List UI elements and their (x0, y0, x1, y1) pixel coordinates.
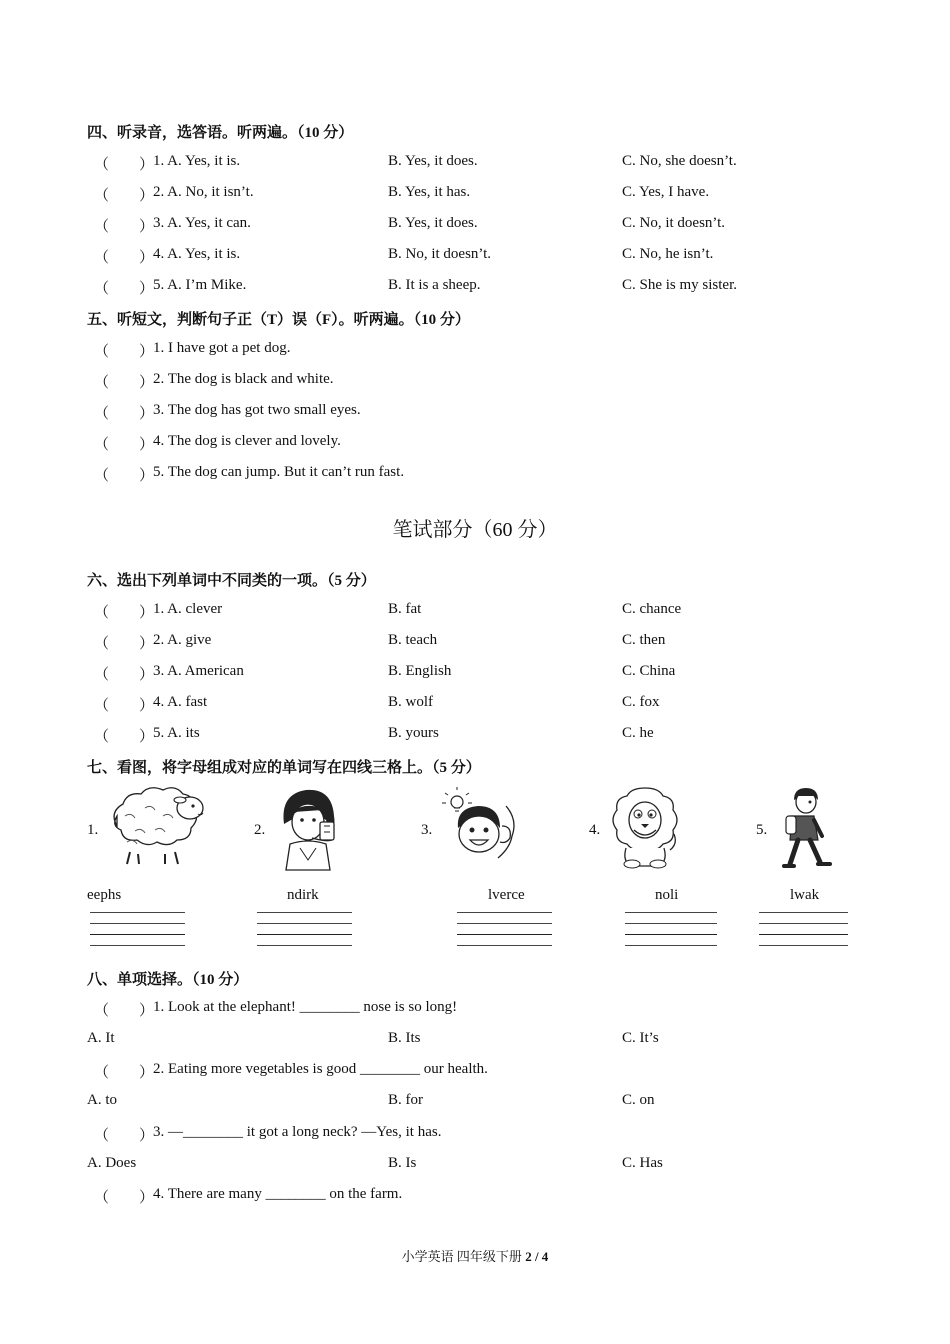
option-c: C. fox (622, 694, 660, 710)
answer-paren-open: （ (94, 1190, 110, 1206)
lion-picture (612, 786, 678, 870)
question-text: 1. Look at the elephant! ________ nose is so long! (153, 999, 458, 1015)
answer-paren-close: ） (139, 157, 155, 173)
part6-heading: 六、选出下列单词中不同类的一项。（5 分） (87, 573, 376, 589)
footer-subject: 小学英语 四年级下册 (401, 1249, 526, 1264)
page-number: 2 / 4 (525, 1249, 549, 1264)
option-c: C. No, he isn’t. (622, 246, 714, 262)
picture-number: 1. (87, 822, 99, 838)
picture-number: 2. (254, 822, 266, 838)
answer-paren-close: ） (139, 636, 155, 652)
answer-paren-open: （ (94, 250, 110, 266)
option-c: C. he (622, 725, 654, 741)
answer-paren-close: ） (139, 468, 155, 484)
writing-lines[interactable] (457, 912, 552, 956)
answer-paren-open: （ (94, 344, 110, 360)
answer-paren-close: ） (139, 729, 155, 745)
part7-heading: 七、看图，将字母组成对应的单词写在四线三格上。（5 分） (87, 760, 481, 776)
answer-paren-open: （ (94, 729, 110, 745)
statement-text: 5. The dog can jump. But it can’t run fast. (153, 464, 405, 480)
scrambled-word: lwak (790, 887, 820, 903)
answer-paren-close: ） (139, 344, 155, 360)
scrambled-word: eephs (87, 887, 122, 903)
picture-number: 3. (421, 822, 433, 838)
option-a: 5. A. its (153, 725, 200, 741)
answer-paren-close: ） (139, 406, 155, 422)
option-a: A. to (87, 1092, 117, 1108)
option-c: C. Yes, I have. (622, 184, 710, 200)
option-b: B. Yes, it does. (388, 215, 478, 231)
statement-text: 3. The dog has got two small eyes. (153, 402, 361, 418)
question-text: 1. A. Yes, it is. (153, 153, 241, 169)
written-section-title: 笔试部分（60 分） (392, 519, 558, 541)
option-b: B. yours (388, 725, 439, 741)
part4-heading: 四、听录音，选答语。听两遍。（10 分） (87, 125, 354, 141)
statement-text: 2. The dog is black and white. (153, 371, 334, 387)
part8-options (87, 1155, 663, 1172)
answer-paren-close: ） (139, 188, 155, 204)
page-footer (0, 1246, 950, 1265)
answer-paren-close: ） (139, 667, 155, 683)
statement-text: 4. The dog is clever and lovely. (153, 433, 341, 449)
option-c: C. Has (622, 1155, 663, 1171)
scrambled-word: lverce (488, 887, 525, 903)
option-a: A. Does (87, 1155, 137, 1171)
option-b: B. English (388, 663, 452, 679)
answer-paren-open: （ (94, 281, 110, 297)
question-text: 3. A. Yes, it can. (153, 215, 251, 231)
option-b: B. fat (388, 601, 422, 617)
sheep-picture (105, 786, 210, 866)
option-b: B. It is a sheep. (388, 277, 481, 293)
girl-drinking-picture (272, 786, 350, 872)
option-b: B. Its (388, 1030, 421, 1046)
picture-number: 5. (756, 822, 768, 838)
picture-number: 4. (589, 822, 601, 838)
part8-options (87, 1092, 655, 1109)
answer-paren-close: ） (139, 219, 155, 235)
option-c: C. China (622, 663, 676, 679)
option-b: B. teach (388, 632, 438, 648)
option-c: C. It’s (622, 1030, 659, 1046)
option-b: B. No, it doesn’t. (388, 246, 492, 262)
answer-paren-open: （ (94, 406, 110, 422)
walking-boy-picture (778, 786, 834, 872)
answer-paren-close: ） (139, 1190, 155, 1206)
option-a: A. It (87, 1030, 115, 1046)
writing-lines[interactable] (90, 912, 185, 956)
question-text: 3. —________ it got a long neck? —Yes, it has. (153, 1124, 442, 1140)
option-c: C. chance (622, 601, 682, 617)
answer-paren-open: （ (94, 375, 110, 391)
option-a: 3. A. American (153, 663, 244, 679)
option-c: C. She is my sister. (622, 277, 738, 293)
answer-paren-close: ） (139, 250, 155, 266)
option-c: C. No, she doesn’t. (622, 153, 737, 169)
option-b: B. Yes, it has. (388, 184, 471, 200)
writing-lines[interactable] (625, 912, 717, 956)
writing-lines[interactable] (257, 912, 352, 956)
answer-paren-open: （ (94, 605, 110, 621)
option-b: B. for (388, 1092, 423, 1108)
answer-paren-open: （ (94, 667, 110, 683)
answer-paren-open: （ (94, 468, 110, 484)
answer-paren-open: （ (94, 1065, 110, 1081)
question-text: 5. A. I’m Mike. (153, 277, 247, 293)
part8-options (87, 1030, 659, 1047)
clever-boy-picture (440, 786, 520, 866)
answer-paren-open: （ (94, 157, 110, 173)
statement-text: 1. I have got a pet dog. (153, 340, 291, 356)
answer-paren-close: ） (139, 281, 155, 297)
option-a: 1. A. clever (153, 601, 223, 617)
option-b: B. wolf (388, 694, 433, 710)
scrambled-word: noli (655, 887, 679, 903)
answer-paren-close: ） (139, 1065, 155, 1081)
answer-paren-close: ） (139, 1003, 155, 1019)
option-c: C. on (622, 1092, 655, 1108)
answer-paren-open: （ (94, 219, 110, 235)
answer-paren-close: ） (139, 605, 155, 621)
scrambled-word: ndirk (287, 887, 319, 903)
part5-heading: 五、听短文，判断句子正（T）误（F）。听两遍。（10 分） (87, 312, 470, 328)
answer-paren-open: （ (94, 698, 110, 714)
question-text: 2. A. No, it isn’t. (153, 184, 254, 200)
option-c: C. then (622, 632, 666, 648)
option-a: 2. A. give (153, 632, 212, 648)
option-c: C. No, it doesn’t. (622, 215, 726, 231)
answer-paren-close: ） (139, 1128, 155, 1144)
question-text: 2. Eating more vegetables is good ________ our health. (153, 1061, 488, 1077)
answer-paren-close: ） (139, 698, 155, 714)
answer-paren-open: （ (94, 636, 110, 652)
answer-paren-open: （ (94, 188, 110, 204)
part8-heading: 八、单项选择。（10 分） (87, 972, 249, 988)
option-b: B. Yes, it does. (388, 153, 478, 169)
answer-paren-close: ） (139, 375, 155, 391)
question-text: 4. There are many ________ on the farm. (153, 1186, 403, 1202)
question-text: 4. A. Yes, it is. (153, 246, 241, 262)
option-a: 4. A. fast (153, 694, 208, 710)
option-b: B. Is (388, 1155, 417, 1171)
writing-lines[interactable] (759, 912, 848, 956)
answer-paren-close: ） (139, 437, 155, 453)
answer-paren-open: （ (94, 1003, 110, 1019)
answer-paren-open: （ (94, 437, 110, 453)
answer-paren-open: （ (94, 1128, 110, 1144)
